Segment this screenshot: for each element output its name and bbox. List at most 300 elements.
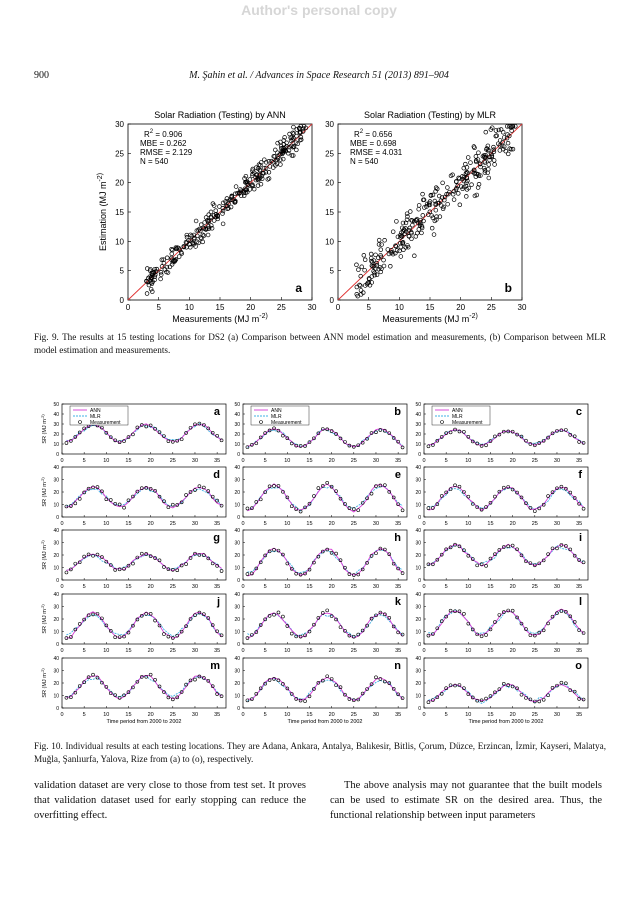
scatter-point	[492, 159, 496, 163]
x-tick-label: 35	[214, 521, 221, 527]
measurement-point	[485, 444, 488, 447]
stat-line: MBE = 0.698	[350, 139, 397, 148]
x-tick-label: 5	[263, 648, 267, 654]
panel-letter: b	[504, 281, 512, 295]
x-tick-label: 20	[246, 303, 256, 312]
y-tick-label: 0	[56, 452, 59, 458]
time-frame	[243, 467, 407, 517]
measurement-point	[193, 489, 196, 492]
scatter-point	[386, 248, 390, 252]
x-tick-label: 35	[214, 584, 221, 590]
y-tick-label: 20	[415, 490, 421, 496]
x-tick-label: 15	[306, 521, 313, 527]
y-tick-label: 30	[53, 422, 59, 428]
measurement-point	[78, 497, 81, 500]
r2-superscript: 2	[359, 129, 364, 135]
measurement-point	[533, 634, 536, 637]
y-tick-label: 15	[325, 208, 334, 217]
time-panel-b	[234, 402, 407, 464]
y-tick-label: 30	[53, 604, 59, 611]
scatter-point	[391, 230, 395, 234]
mlr-series-line	[247, 550, 402, 576]
scatter-point	[394, 219, 398, 223]
x-tick-label: 15	[125, 648, 132, 654]
figure-10-caption: Fig. 10. Individual results at each testing locations. They are Adana, Ankara, Antalya, Balıkesir, Bitlis, Çorum, Düzce, Erzincan, İzmir, Kayseri, Malatya, Muğla, Şanlıurfa, Yalova, Rize from (a) to (o), respectively.	[34, 741, 606, 764]
measurement-point	[498, 613, 501, 616]
scatter-point	[470, 183, 474, 187]
y-tick-label: 25	[325, 149, 334, 159]
panel-letter: a	[213, 406, 220, 418]
panel-letter: a	[295, 281, 302, 295]
x-tick-label: 20	[328, 648, 335, 654]
scatter-point	[356, 268, 360, 272]
time-panel-l	[415, 592, 588, 654]
scatter-point	[441, 181, 445, 185]
measurement-point	[485, 564, 488, 567]
x-tick-label: 15	[306, 712, 313, 718]
x-tick-label: 10	[284, 648, 291, 654]
scatter-point	[362, 253, 366, 257]
x-tick-label: 0	[422, 458, 426, 464]
scatter-point	[458, 203, 462, 207]
scatter-point	[417, 207, 421, 211]
legend	[432, 406, 490, 426]
x-tick-label: 10	[284, 712, 291, 718]
x-tick-label: 10	[465, 458, 472, 464]
panel-letter: g	[213, 532, 220, 544]
time-panel-c	[415, 402, 588, 464]
x-tick-label: 5	[156, 303, 161, 312]
x-axis-label: Time period from 2000 to 2002	[106, 719, 182, 725]
y-axis-label-sup: -2)	[40, 540, 45, 546]
x-tick-label: 35	[576, 521, 583, 527]
time-frame	[424, 658, 588, 708]
x-tick-label: 5	[444, 521, 448, 527]
stat-line: N = 540	[140, 157, 169, 166]
panel-letter: f	[578, 469, 582, 481]
scatter-point	[399, 255, 403, 259]
measurement-point	[462, 612, 465, 615]
x-tick-label: 0	[422, 521, 426, 527]
measurement-point	[185, 683, 188, 686]
x-tick-label: 25	[169, 584, 176, 590]
measurement-point	[401, 509, 404, 512]
x-tick-label: 5	[263, 712, 267, 718]
x-tick-label: 30	[372, 458, 380, 464]
x-tick-label: 20	[509, 648, 516, 654]
y-tick-label: 0	[237, 642, 240, 648]
scatter-point	[145, 292, 149, 296]
mlr-series-line	[247, 679, 402, 702]
x-tick-label: 0	[60, 584, 64, 590]
scatter-point	[177, 255, 181, 259]
measurement-point	[582, 507, 585, 510]
x-tick-label: 30	[553, 521, 561, 527]
measurement-point	[560, 485, 563, 488]
y-tick-label: 0	[237, 706, 240, 712]
y-tick-label: 40	[415, 656, 421, 662]
x-tick-label: 30	[553, 584, 561, 590]
scatter-point	[398, 249, 402, 253]
legend-measurement-label: Measurement	[271, 420, 302, 426]
y-axis-label-sup: -2)	[40, 668, 45, 674]
scatter-point	[452, 198, 456, 202]
scatter-point	[363, 268, 367, 272]
x-tick-label: 0	[241, 521, 245, 527]
y-tick-label: 10	[234, 565, 240, 572]
x-tick-label: 15	[487, 648, 494, 654]
mlr-series-line	[428, 684, 583, 703]
figure-9-caption: Fig. 9. The results at 15 testing locations for DS2 (a) Comparison between ANN model estimation and measurements, (b) Comparison between MLR model estimation and measurements.	[34, 332, 606, 355]
y-tick-label: 30	[115, 120, 124, 129]
x-tick-label: 35	[214, 712, 221, 718]
x-axis-label: Time period from 2000 to 2002	[468, 719, 544, 725]
scatter-point	[487, 176, 491, 180]
measurement-point	[290, 632, 293, 635]
y-tick-label: 20	[234, 617, 240, 623]
measurement-point	[485, 633, 488, 636]
x-tick-label: 10	[103, 712, 110, 718]
x-tick-label: 5	[263, 458, 267, 464]
y-tick-label: 0	[418, 706, 421, 712]
time-frame	[424, 594, 588, 644]
x-tick-label: 25	[350, 584, 357, 590]
x-tick-label: 25	[531, 521, 538, 527]
scatter-point	[432, 233, 436, 237]
x-axis-label	[382, 313, 478, 324]
x-tick-label: 25	[531, 584, 538, 590]
x-tick-label: 5	[444, 648, 448, 654]
y-tick-label: 20	[53, 490, 59, 496]
x-tick-label: 0	[422, 584, 426, 590]
y-tick-label: 20	[115, 178, 124, 188]
scatter-point	[420, 231, 424, 235]
y-tick-label: 20	[325, 178, 334, 188]
y-tick-label: 0	[418, 642, 421, 648]
measurement-point	[317, 487, 320, 490]
x-tick-label: 15	[425, 303, 435, 312]
time-frame	[243, 658, 407, 708]
mlr-series-line	[428, 488, 583, 509]
scatter-point	[417, 203, 421, 207]
y-axis-label	[40, 414, 48, 444]
x-tick-label: 30	[191, 458, 199, 464]
x-tick-label: 0	[60, 712, 64, 718]
legend	[251, 406, 309, 426]
x-tick-label: 25	[531, 458, 538, 464]
panel-letter: c	[575, 406, 582, 418]
page-number: 900	[34, 70, 49, 81]
time-panel-a	[40, 402, 226, 464]
scatter-point	[359, 274, 363, 278]
panel-letter: l	[578, 596, 582, 608]
panel-letter: i	[578, 532, 582, 544]
scatter-point	[212, 219, 216, 223]
y-tick-label: 40	[53, 528, 59, 534]
y-tick-label: 30	[234, 477, 240, 484]
y-axis-label-sup: -2)	[97, 172, 104, 182]
y-tick-label: 0	[418, 578, 421, 584]
y-tick-label: 10	[325, 237, 334, 247]
x-tick-label: 25	[169, 458, 176, 464]
scatter-point	[383, 238, 387, 242]
y-tick-label: 0	[56, 706, 59, 712]
measurement-point	[193, 678, 196, 681]
y-tick-label: 10	[234, 693, 240, 700]
measurement-point	[533, 510, 536, 513]
mlr-series-line	[247, 486, 402, 511]
x-tick-label: 25	[350, 458, 357, 464]
y-tick-label: 0	[119, 296, 124, 305]
stat-line: N = 540	[350, 157, 379, 166]
measurement-point	[427, 634, 430, 637]
x-tick-label: 5	[82, 584, 86, 590]
x-tick-label: 15	[306, 584, 313, 590]
panel-letter: b	[394, 406, 401, 418]
y-tick-label: 30	[53, 540, 59, 547]
scatter-point	[463, 162, 467, 166]
x-tick-label: 35	[395, 648, 402, 654]
x-tick-label: 0	[241, 712, 245, 718]
ann-series-line	[428, 685, 583, 702]
scatter-point	[388, 264, 392, 268]
x-tick-label: 20	[147, 712, 154, 718]
y-tick-label: 0	[237, 578, 240, 584]
scatter-point	[408, 226, 412, 230]
scatter-point	[414, 234, 418, 238]
measurement-point	[255, 442, 258, 445]
measurement-points	[65, 611, 223, 639]
y-tick-label: 10	[115, 237, 124, 247]
time-panel-o	[415, 656, 588, 725]
x-tick-label: 10	[465, 712, 472, 718]
r2-label	[144, 129, 183, 139]
y-tick-label: 20	[53, 681, 59, 687]
y-tick-label: 30	[53, 668, 59, 675]
measurement-point	[118, 503, 121, 506]
y-tick-label: 10	[53, 442, 59, 448]
x-tick-label: 5	[444, 584, 448, 590]
ann-series-line	[428, 430, 583, 446]
measurement-point	[582, 561, 585, 564]
y-tick-label: 0	[56, 515, 59, 521]
x-tick-label: 0	[422, 712, 426, 718]
y-axis-label-sup: -2)	[40, 414, 45, 420]
x-tick-label: 30	[191, 648, 199, 654]
measurement-point	[560, 681, 563, 684]
x-tick-label: 20	[509, 584, 516, 590]
scatter-point	[498, 148, 502, 152]
y-tick-label: 10	[234, 502, 240, 509]
stat-line: MBE = 0.262	[140, 139, 187, 148]
scatter-point	[473, 146, 477, 150]
time-panel-f	[415, 465, 588, 527]
legend-ann-label: ANN	[90, 408, 101, 414]
y-tick-label: 15	[115, 208, 124, 217]
scatter-title: Solar Radiation (Testing) by ANN	[154, 110, 286, 120]
y-tick-label: 5	[119, 266, 124, 276]
y-tick-label: 40	[415, 412, 421, 418]
panel-letter: e	[394, 469, 401, 481]
r2-letter: R	[144, 130, 150, 139]
x-tick-label: 30	[191, 712, 199, 718]
scatter-point	[506, 152, 510, 156]
y-tick-label: 10	[415, 629, 421, 636]
measurement-point	[374, 552, 377, 555]
scatter-point	[292, 125, 296, 129]
measurement-points	[246, 481, 404, 513]
r2-letter: R	[354, 130, 360, 139]
x-tick-label: 20	[328, 521, 335, 527]
x-tick-label: 10	[103, 521, 110, 527]
scatter-point	[434, 208, 438, 212]
x-tick-label: 10	[184, 303, 194, 312]
legend-mlr-label: MLR	[90, 414, 101, 420]
x-tick-label: 35	[576, 712, 583, 718]
measurement-point	[185, 493, 188, 496]
x-tick-label: 30	[372, 584, 380, 590]
y-tick-label: 40	[234, 412, 240, 418]
scatter-point	[221, 222, 225, 226]
scatter-point	[484, 130, 488, 134]
x-tick-label: 30	[553, 712, 561, 718]
y-tick-label: 10	[53, 502, 59, 509]
x-tick-label: 25	[169, 648, 176, 654]
x-tick-label: 10	[284, 521, 291, 527]
stat-line: RMSE = 4.031	[350, 148, 403, 157]
measurement-point	[74, 502, 77, 505]
y-tick-label: 50	[234, 402, 240, 408]
time-panel-j	[40, 592, 226, 654]
scatter-point	[487, 163, 491, 167]
scatter-point	[377, 238, 381, 242]
x-tick-label: 5	[82, 648, 86, 654]
ann-series-line	[66, 676, 221, 700]
y-tick-label: 10	[234, 442, 240, 448]
time-panel-m	[40, 656, 226, 725]
x-tick-label: 15	[487, 584, 494, 590]
time-panel-n	[234, 656, 407, 725]
y-axis-label-text: SR (MJ m	[42, 419, 48, 444]
time-frame	[62, 658, 226, 708]
y-tick-label: 10	[53, 629, 59, 636]
x-tick-label: 25	[531, 648, 538, 654]
y-tick-label: 0	[56, 578, 59, 584]
r2-label	[354, 129, 393, 139]
y-tick-label: 40	[415, 592, 421, 598]
x-tick-label: 30	[307, 303, 317, 312]
x-tick-label: 0	[125, 303, 131, 312]
scatter-panel-b	[325, 110, 527, 324]
scatter-point	[377, 242, 381, 246]
scatter-point	[159, 277, 163, 281]
x-tick-label: 25	[350, 648, 357, 654]
x-tick-label: 20	[147, 584, 154, 590]
y-tick-label: 20	[234, 432, 240, 438]
x-tick-label: 20	[509, 712, 516, 718]
measurement-point	[370, 492, 373, 495]
y-tick-label: 0	[418, 515, 421, 521]
running-head: M. Şahin et al. / Advances in Space Research 51 (2013) 891–904	[189, 70, 449, 81]
x-tick-label: 35	[214, 648, 221, 654]
y-tick-label: 40	[53, 465, 59, 471]
x-tick-label: 35	[395, 458, 402, 464]
scatter-point	[501, 130, 505, 134]
mlr-series-line	[428, 610, 583, 635]
scatter-point	[221, 212, 225, 216]
x-tick-label: 10	[394, 303, 404, 312]
x-tick-label: 5	[82, 712, 86, 718]
x-tick-label: 15	[125, 521, 132, 527]
x-tick-label: 0	[60, 458, 64, 464]
x-tick-label: 0	[335, 303, 341, 312]
measurement-point	[273, 548, 276, 551]
legend-ann-label: ANN	[452, 408, 463, 414]
x-tick-label: 30	[517, 303, 527, 312]
measurement-point	[427, 701, 430, 704]
y-axis-label-sup: -2)	[40, 477, 45, 483]
x-tick-label: 20	[456, 303, 466, 312]
y-tick-label: 20	[234, 490, 240, 496]
y-tick-label: 30	[415, 477, 421, 484]
time-panel-i	[415, 528, 588, 590]
y-tick-label: 40	[415, 528, 421, 534]
x-tick-label: 30	[372, 648, 380, 654]
scatter-point	[262, 158, 266, 162]
x-tick-label: 30	[372, 712, 380, 718]
watermark: Author's personal copy	[241, 2, 397, 18]
measurement-point	[277, 611, 280, 614]
x-tick-label: 35	[395, 712, 402, 718]
x-tick-label: 25	[276, 303, 286, 312]
y-axis-label-sup: -2)	[40, 604, 45, 610]
scatter-point	[194, 219, 198, 223]
scatter-point	[477, 151, 481, 155]
x-tick-label: 15	[306, 458, 313, 464]
y-tick-label: 20	[415, 553, 421, 559]
x-tick-label: 5	[444, 712, 448, 718]
y-tick-label: 30	[234, 604, 240, 611]
scatter-point	[379, 248, 383, 252]
y-tick-label: 20	[53, 432, 59, 438]
legend-ann-label: ANN	[271, 408, 282, 414]
r2-superscript: 2	[149, 129, 154, 135]
x-tick-label: 5	[444, 458, 448, 464]
measurement-point	[220, 569, 223, 572]
y-tick-label: 0	[237, 452, 240, 458]
x-tick-label: 35	[214, 458, 221, 464]
y-tick-label: 10	[234, 629, 240, 636]
x-tick-label: 15	[125, 712, 132, 718]
y-axis-label	[40, 604, 48, 634]
scatter-point	[445, 186, 449, 190]
x-tick-label: 25	[350, 712, 357, 718]
x-tick-label: 35	[395, 584, 402, 590]
scatter-point	[359, 288, 363, 292]
x-tick-label: 15	[125, 584, 132, 590]
y-tick-label: 40	[234, 528, 240, 534]
x-tick-label: 15	[306, 648, 313, 654]
x-tick-label: 25	[486, 303, 496, 312]
y-tick-label: 30	[234, 540, 240, 547]
measurement-point	[65, 571, 68, 574]
y-tick-label: 30	[53, 477, 59, 484]
scatter-point	[267, 177, 271, 181]
measurement-point	[427, 507, 430, 510]
scatter-point	[464, 194, 468, 198]
time-panel-k	[234, 592, 407, 654]
scatter-point	[268, 164, 272, 168]
